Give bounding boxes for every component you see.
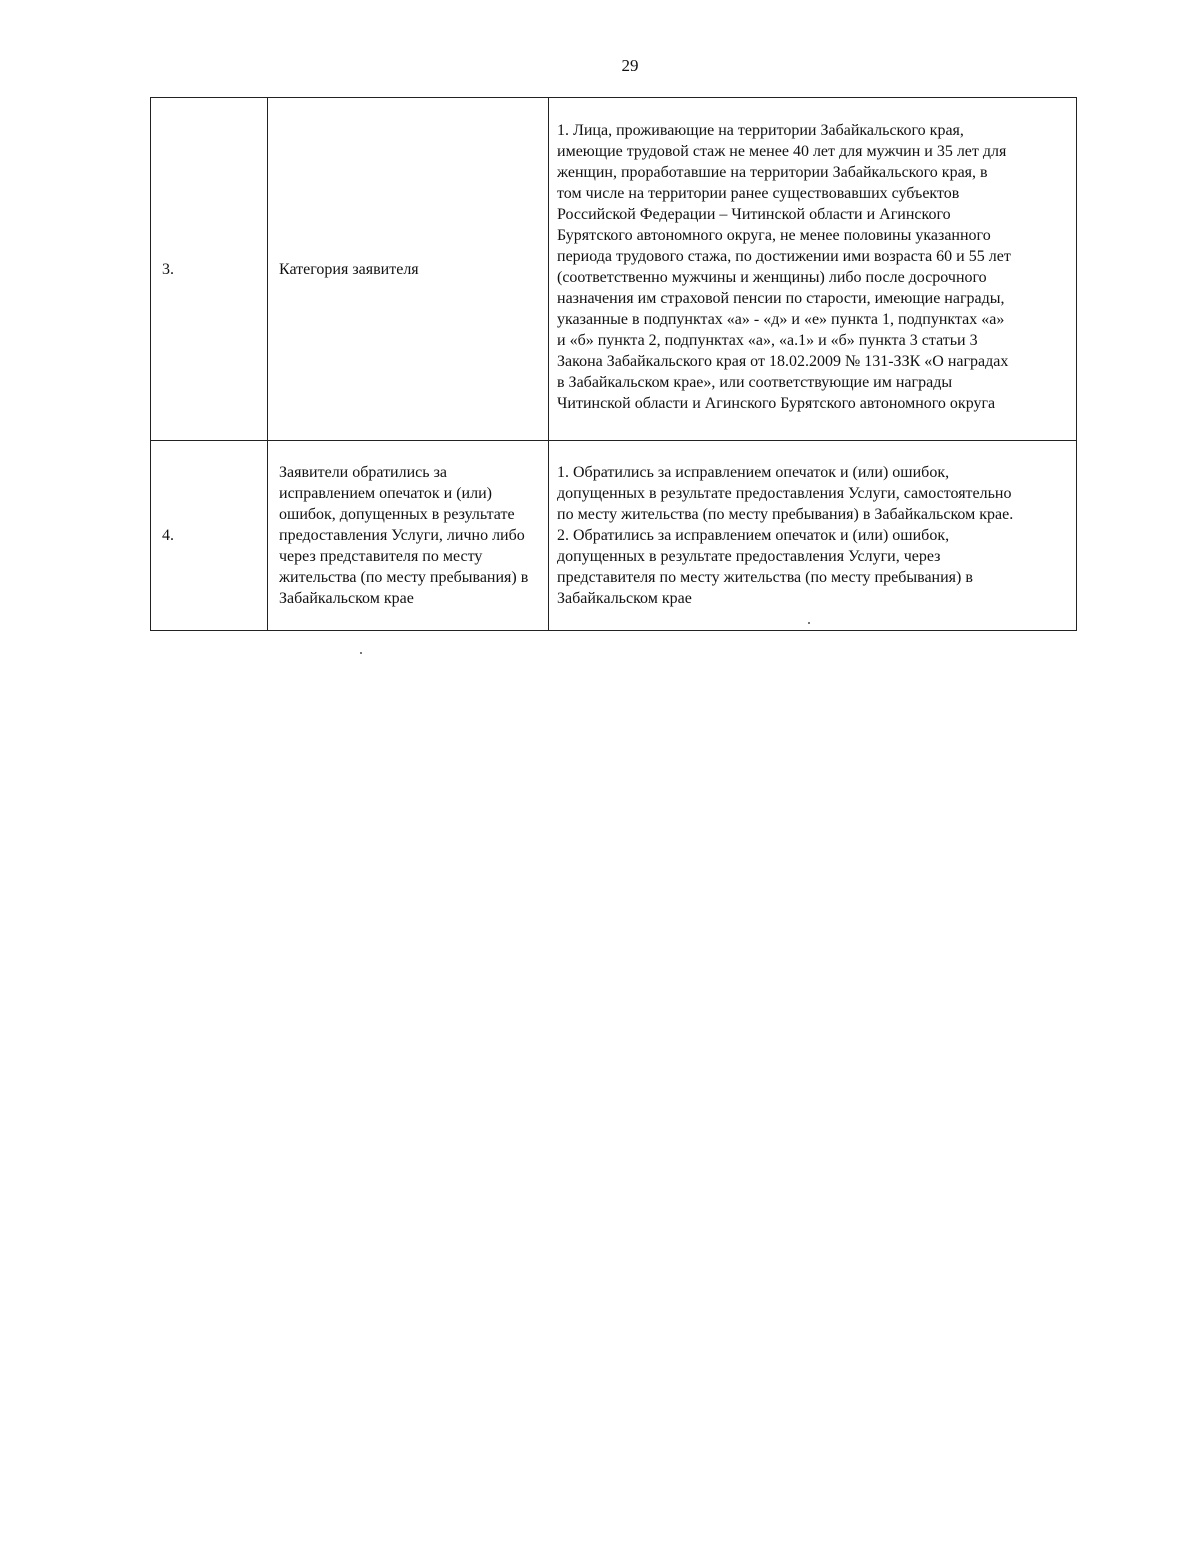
table-row bbox=[151, 98, 1077, 441]
row-label: Заявители обратились за исправлением опечаток и (или) ошибок, допущенных в результате предоставления Услуги, лично либо через представителя по месту жительства (по месту пребывания) в Забайкальском крае bbox=[268, 441, 549, 631]
description-line: по месту жительства (по месту пребывания) в Забайкальском крае. bbox=[557, 506, 1014, 523]
row-description bbox=[549, 98, 1077, 441]
scan-speck bbox=[808, 622, 810, 624]
row-description bbox=[549, 441, 1077, 631]
scan-speck bbox=[360, 652, 362, 654]
description-line: том числе на территории ранее существовавших субъектов bbox=[557, 185, 960, 202]
description-line: 2. Обратились за исправлением опечаток и (или) ошибок, bbox=[557, 527, 950, 544]
description-line: допущенных в результате предоставления Услуги, самостоятельно bbox=[557, 485, 1012, 502]
description-line: Забайкальском крае bbox=[557, 590, 692, 607]
description-line: женщин, проработавшие на территории Забайкальского края, в bbox=[557, 164, 988, 181]
description-line: назначения им страховой пенсии по старости, имеющие награды, bbox=[557, 290, 1005, 307]
description-line: представителя по месту жительства (по месту пребывания) в bbox=[557, 569, 973, 586]
row-label: Категория заявителя bbox=[268, 98, 549, 441]
description-line: (соответственно мужчины и женщины) либо после досрочного bbox=[557, 269, 987, 286]
row-number: 3. bbox=[151, 98, 268, 441]
description-line: указанные в подпунктах «а» - «д» и «е» пункта 1, подпунктах «а» bbox=[557, 311, 1005, 328]
description-line: Закона Забайкальского края от 18.02.2009 № 131-ЗЗК «О наградах bbox=[557, 353, 1009, 370]
document-table bbox=[150, 97, 1077, 631]
description-line: Российской Федерации – Читинской области и Агинского bbox=[557, 206, 951, 223]
description-line: в Забайкальском крае», или соответствующие им награды bbox=[557, 374, 953, 391]
description-line: Читинской области и Агинского Бурятского автономного округа bbox=[557, 395, 996, 412]
description-line: допущенных в результате предоставления Услуги, через bbox=[557, 548, 941, 565]
description-line: 1. Лица, проживающие на территории Забайкальского края, bbox=[557, 122, 964, 139]
description-line: и «б» пункта 2, подпунктах «а», «а.1» и «б» пункта 3 статьи 3 bbox=[557, 332, 978, 349]
description-line: Бурятского автономного округа, не менее половины указанного bbox=[557, 227, 991, 244]
description-line: 1. Обратились за исправлением опечаток и (или) ошибок, bbox=[557, 464, 950, 481]
description-line: периода трудового стажа, по достижении ими возраста 60 и 55 лет bbox=[557, 248, 1011, 265]
description-line: имеющие трудовой стаж не менее 40 лет для мужчин и 35 лет для bbox=[557, 143, 1007, 160]
row-number: 4. bbox=[151, 441, 268, 631]
page-number: 29 bbox=[621, 56, 639, 75]
table-row bbox=[151, 441, 1077, 631]
